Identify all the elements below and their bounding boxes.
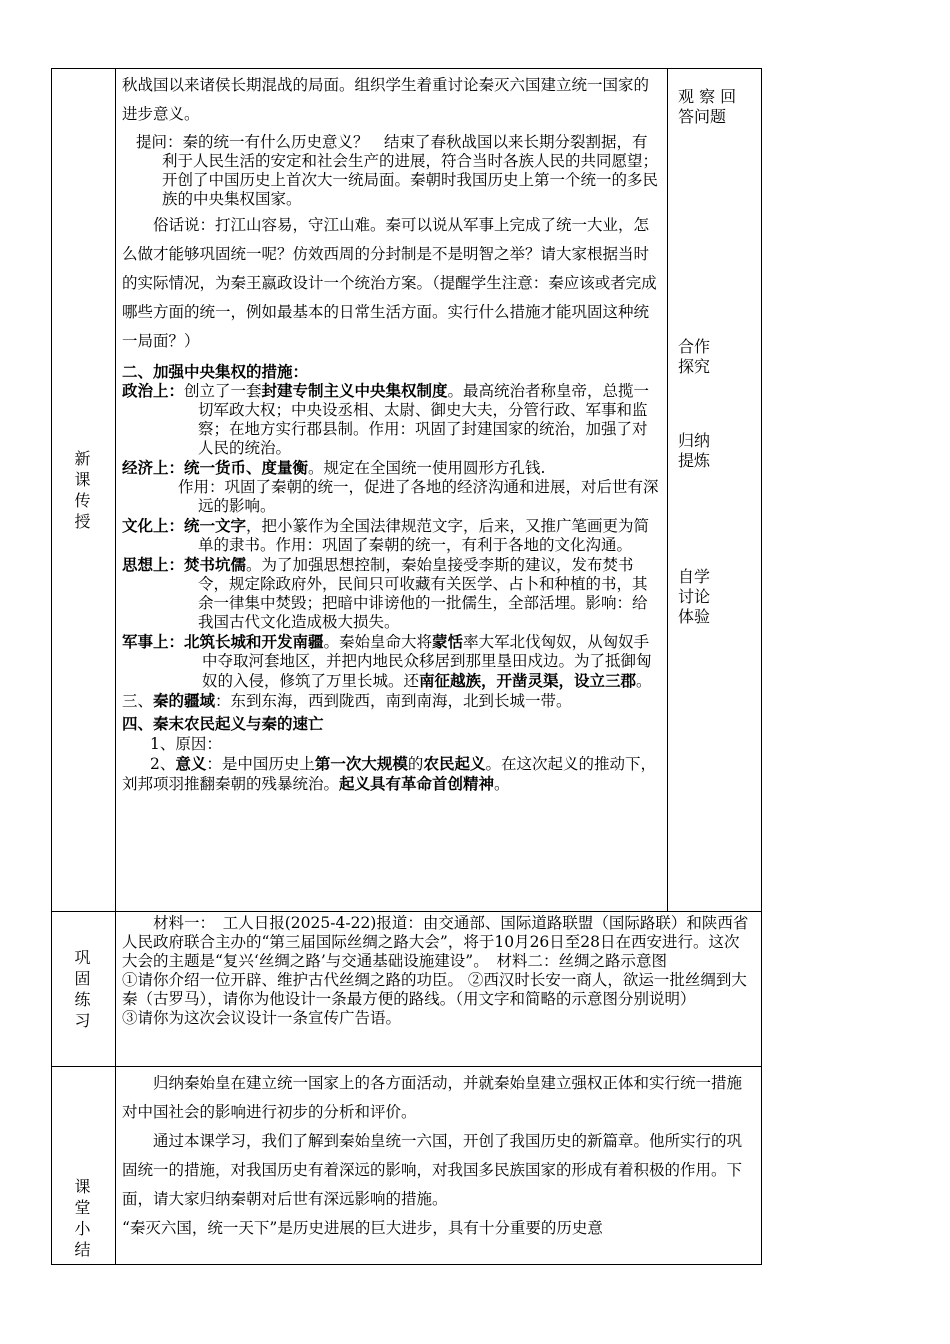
meaning-bold-1: 意义 xyxy=(175,754,207,773)
military-bold-2: 蒙恬 xyxy=(432,632,464,651)
meaning-bold-3: 农民起义 xyxy=(423,754,486,773)
military-text-2: 率大军北伐匈奴，从匈奴手中夺取河套地区，并把内地民众移居到那里垦田戍边。为了抵御匈奴的入侵，修筑了万里长城。还 xyxy=(202,633,652,690)
politics-bold: 封建专制主义中央集权制度 xyxy=(261,381,448,400)
culture-item xyxy=(122,516,661,555)
teaching-activity-column xyxy=(668,69,762,912)
label-text: 巩 固 练 习 xyxy=(74,948,93,1030)
meaning-item xyxy=(122,754,661,794)
economy-text: 。规定在全国统一使用圆形方孔钱. xyxy=(308,459,546,477)
teaching-content xyxy=(116,69,668,912)
military-text-end: 。 xyxy=(636,672,652,690)
row-label-new-lesson xyxy=(52,69,116,912)
thought-bold: 焚书坑儒 xyxy=(184,555,247,574)
section-four-heading: 四、秦末农民起义与秦的速亡 xyxy=(122,714,324,733)
section-three-text: ：东到东海，西到陇西，南到南海，北到长城一带。 xyxy=(215,692,572,710)
practice-question-3: ③请你为这次会议设计一条宣传广告语。 xyxy=(122,1009,402,1027)
economy-item xyxy=(122,458,661,478)
row-label-practice xyxy=(52,912,116,1067)
meaning-num: 2、 xyxy=(150,755,176,773)
label-text: 新 课 传 授 xyxy=(74,449,93,531)
economy-label: 经济上： xyxy=(122,458,185,477)
culture-text: ，把小篆作为全国法律规范文字，后来，又推广笔画更为简单的隶书。作用：巩固了秦朝的统一，有利于各地的文化沟通。 xyxy=(198,517,650,554)
summary-paragraph-3: “秦灭六国，统一天下”是历史进展的巨大进步，具有十分重要的历史意 xyxy=(122,1219,603,1237)
military-item xyxy=(122,632,661,691)
activity-selfstudy: 自学讨论体验 xyxy=(678,567,711,626)
meaning-bold-2: 第一次大规模 xyxy=(314,754,408,773)
proverb-paragraph: 俗话说：打江山容易，守江山难。秦可以说从军事上完成了统一大业，怎么做才能够巩固统一呢？仿效西周的分封制是不是明智之举？请大家根据当时的实际情况，为秦王嬴政设计一个统治方案。（提醒学生注意：秦应该或者完成哪些方面的统一，例如最基本的日常生活方面。实行什么措施才能巩固这种统一局面？） xyxy=(122,216,657,350)
activity-observe: 观 察 回答问题 xyxy=(678,87,737,126)
lesson-plan-table xyxy=(51,68,762,1265)
section-three xyxy=(122,691,661,711)
politics-label: 政治上： xyxy=(122,381,185,400)
culture-label: 文化上： xyxy=(122,516,185,535)
summary-content xyxy=(116,1067,762,1265)
practice-content xyxy=(116,912,762,1067)
practice-question-1-2: ①请你介绍一位开辟、维护古代丝绸之路的功臣。 ②西汉时长安一商人，欲运一批丝绸到大秦（古罗马），请你为他设计一条最方便的路线。（用文字和简略的示意图分别说明） xyxy=(122,971,747,1008)
section-two-heading: 二、加强中央集权的措施： xyxy=(122,362,309,381)
row-practice xyxy=(52,912,762,1067)
thought-item xyxy=(122,555,661,632)
military-bold-1: 北筑长城和开发南疆 xyxy=(184,632,324,651)
thought-label: 思想上： xyxy=(122,555,185,574)
row-summary xyxy=(52,1067,762,1265)
section-three-num: 三、 xyxy=(122,692,154,710)
culture-bold: 统一文字 xyxy=(184,516,247,535)
economy-bold: 统一货币、度量衡 xyxy=(184,458,309,477)
meaning-text-2: 的 xyxy=(407,755,424,773)
politics-text-pre: 创立了一套 xyxy=(184,382,262,400)
meaning-bold-4: 起义具有革命首创精神 xyxy=(339,774,495,793)
politics-item xyxy=(122,381,661,458)
economy-effect: 作用：巩固了秦朝的统一，促进了各地的经济沟通和进展，对后世有深远的影响。 xyxy=(178,478,659,515)
meaning-text-end: 。 xyxy=(494,775,510,793)
reason-item: 1、原因： xyxy=(150,735,222,753)
section-three-bold: 秦的疆域 xyxy=(153,691,216,710)
intro-paragraph: 秋战国以来诸侯长期混战的局面。组织学生着重讨论秦灭六国建立统一国家的进步意义。 xyxy=(122,76,650,123)
row-new-lesson xyxy=(52,69,762,912)
practice-material: 材料一： 工人日报(2025-4-22)报道：由交通部、国际道路联盟（国际路联）和陕西省人民政府联合主办的“第三届国际丝绸之路大会”，将于10月26日至28日在西安进行。这次大会的主题是“复兴‘丝绸之路’与交通基础设施建设”。 材料二：丝绸之路示意图 xyxy=(122,914,749,970)
military-label: 军事上： xyxy=(122,632,185,651)
activity-summarize: 归纳提炼 xyxy=(678,431,711,470)
activity-cooperate: 合作探究 xyxy=(678,337,711,376)
label-text: 课 堂 小 结 xyxy=(74,1177,93,1259)
summary-paragraph-1: 归纳秦始皇在建立统一国家上的各方面活动，并就秦始皇建立强权正体和实行统一措施对中国社会的影响进行初步的分析和评价。 xyxy=(122,1074,743,1121)
meaning-text-1: ：是中国历史上 xyxy=(206,755,315,773)
summary-paragraph-2: 通过本课学习，我们了解到秦始皇统一六国，开创了我国历史的新篇章。他所实行的巩固统一的措施，对我国历史有着深远的影响，对我国多民族国家的形成有着积极的作用。下面，请大家归纳秦朝对后世有深远影响的措施。 xyxy=(122,1132,743,1208)
meaning-text-3: 。在这次起义的推动下，刘邦项羽推翻秦朝的残暴统治。 xyxy=(122,755,656,793)
politics-text-post: 。最高统治者称皇帝，总揽一切军政大权；中央设丞相、太尉、御史大夫，分管行政、军事和监察；在地方实行郡县制。作用：巩固了封建国家的统治，加强了对人民的统治。 xyxy=(198,382,650,457)
military-text-1: 。秦始皇命大将 xyxy=(323,633,433,651)
question-paragraph: 提问：秦的统一有什么历史意义？ 结束了春秋战国以来长期分裂割据，有利于人民生活的安定和社会生产的进展，符合当时各族人民的共同愿望；开创了中国历史上首次大一统局面。秦朝时我国历史上第一个统一的多民族的中央集权国家。 xyxy=(136,133,659,208)
thought-text: 。为了加强思想控制，秦始皇接受李斯的建议，发布焚书令，规定除政府外，民间只可收藏有关医学、占卜和种植的书，其余一律集中焚毁；把暗中诽谤他的一批儒生，全部活埋。影响：给我国古代文化造成极大损失。 xyxy=(198,556,648,631)
row-label-summary xyxy=(52,1067,116,1265)
military-bold-3: 南征越族，开凿灵渠，设立三郡 xyxy=(419,671,637,690)
